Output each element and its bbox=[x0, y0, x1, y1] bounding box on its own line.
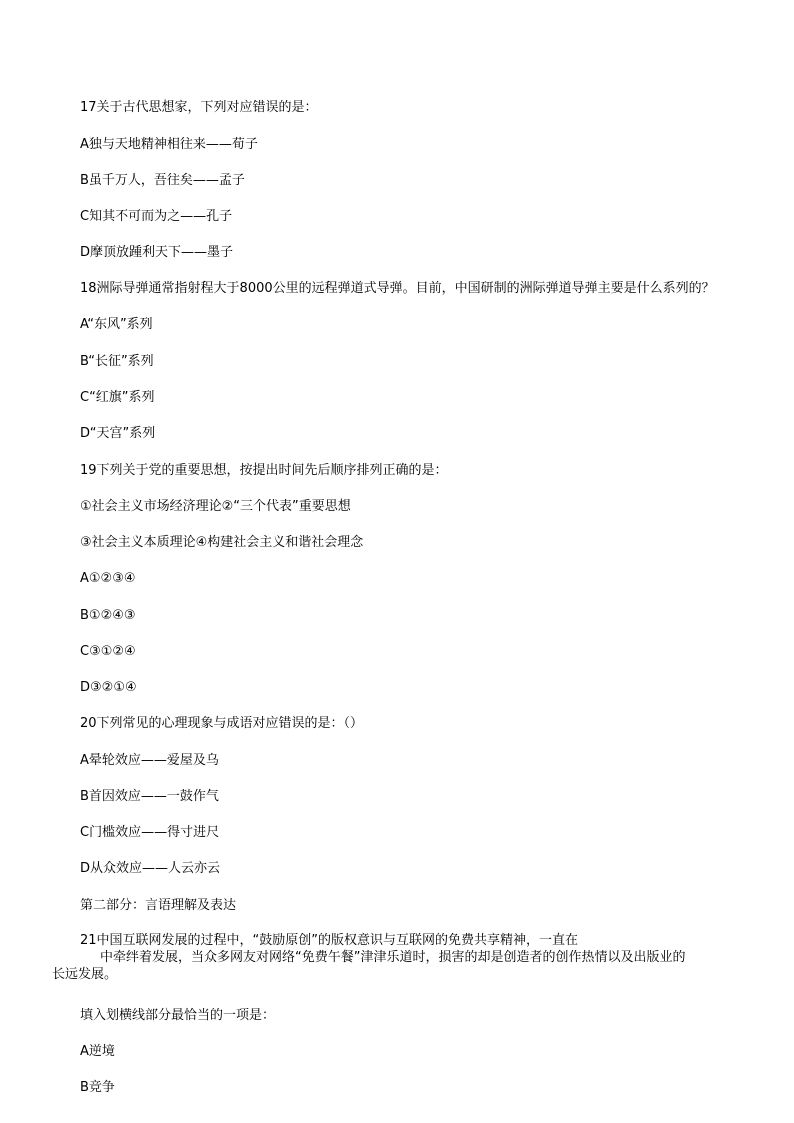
question-19-item: ①社会主义市场经济理论②“三个代表”重要思想 bbox=[80, 499, 351, 514]
question-18-stem: 18洲际导弹通常指射程大于8000公里的远程弹道式导弹。目前，中国研制的洲际弹道导弹主要是什么系列的？ bbox=[80, 281, 715, 296]
question-21-prompt: 填入划横线部分最恰当的一项是： bbox=[80, 1008, 276, 1023]
option: A独与天地精神相往来——荀子 bbox=[80, 137, 258, 152]
option: C“红旗”系列 bbox=[80, 390, 155, 405]
option: A“东风”系列 bbox=[80, 317, 153, 332]
option: C③①②④ bbox=[80, 644, 136, 659]
option: A逆境 bbox=[80, 1044, 115, 1059]
option: B①②④③ bbox=[80, 608, 136, 623]
option: B虽千万人，吾往矣——孟子 bbox=[80, 173, 245, 188]
option: B“长征”系列 bbox=[80, 354, 154, 369]
option: D摩顶放踵利天下——墨子 bbox=[80, 245, 234, 260]
question-21-stem-line: 长远发展。 bbox=[52, 967, 118, 982]
question-20-stem: 20下列常见的心理现象与成语对应错误的是：（） bbox=[80, 716, 364, 731]
question-19-item: ③社会主义本质理论④构建社会主义和谐社会理念 bbox=[80, 535, 364, 550]
option: D从众效应——人云亦云 bbox=[80, 861, 221, 876]
option: B竞争 bbox=[80, 1080, 115, 1095]
section-heading: 第二部分：言语理解及表达 bbox=[80, 898, 237, 913]
option: D“天宫”系列 bbox=[80, 426, 156, 441]
question-17-stem: 17关于古代思想家，下列对应错误的是： bbox=[80, 100, 318, 115]
option: A①②③④ bbox=[80, 571, 136, 586]
option: A晕轮效应——爱屋及乌 bbox=[80, 753, 219, 768]
question-21-stem-line: 中牵绊着发展，当众多网友对网络“免费午餐”津津乐道时，损害的却是创造者的创作热情以及出版业的 bbox=[100, 950, 686, 965]
question-19-stem: 19下列关于党的重要思想，按提出时间先后顺序排列正确的是： bbox=[80, 463, 448, 478]
option: C知其不可而为之——孔子 bbox=[80, 209, 233, 224]
option: D③②①④ bbox=[80, 680, 137, 695]
option: C门槛效应——得寸进尺 bbox=[80, 825, 220, 840]
question-21-stem-line: 21中国互联网发展的过程中，“鼓励原创”的版权意识与互联网的免费共享精神，一直在 bbox=[80, 933, 579, 948]
option: B首因效应——一鼓作气 bbox=[80, 789, 219, 804]
